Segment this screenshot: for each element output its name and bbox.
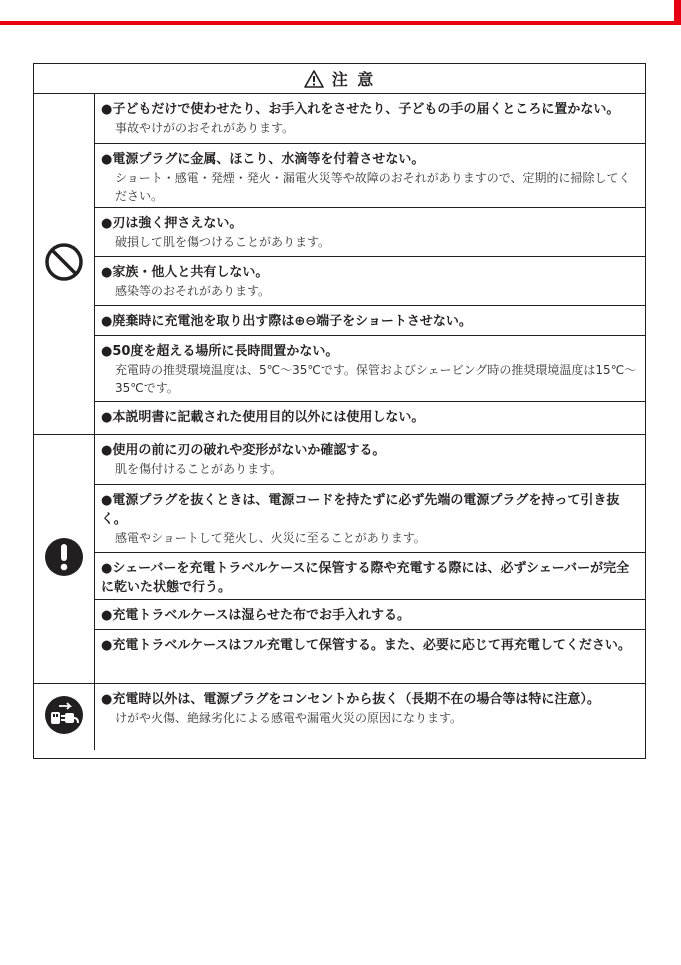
- list-item: [95, 208, 645, 257]
- item-heading: ●電源プラグに金属、ほこり、水滴等を付着させない。: [101, 152, 425, 167]
- mandatory-icon-cell: [34, 435, 95, 683]
- list-item: [95, 144, 645, 208]
- caution-table: [33, 63, 646, 759]
- mandatory-section: [34, 435, 645, 684]
- item-heading: ●使用の前に刃の破れや変形がないか確認する。: [101, 443, 386, 458]
- item-heading: ●子どもだけで使わせたり、お手入れをさせたり、子どもの手の届くところに置かない。: [101, 102, 620, 117]
- list-item: [95, 630, 645, 683]
- item-heading: ●シェーバーを充電トラベルケースに保管する際や充電する際には、必ずシェーバーが完全に乾いた状態で行う。: [101, 561, 630, 595]
- caution-title: 注 意: [331, 70, 376, 89]
- prohibition-section: [34, 94, 645, 435]
- item-detail: けがや火傷、絶縁劣化による感電や漏電火災の原因になります。: [115, 711, 463, 725]
- list-item: [95, 435, 645, 485]
- unplug-icon: [44, 695, 84, 739]
- unplug-section: [34, 684, 645, 750]
- top-red-tab: [674, 0, 681, 25]
- item-detail: 破損して肌を傷つけることがあります。: [115, 235, 331, 249]
- item-heading: ●充電トラベルケースは湿らせた布でお手入れする。: [101, 608, 411, 623]
- item-heading: ●家族・他人と共有しない。: [101, 265, 269, 280]
- item-detail: 感染等のおそれがあります。: [115, 284, 271, 298]
- item-detail: 肌を傷付けることがあります。: [115, 462, 283, 476]
- list-item: [95, 94, 645, 144]
- item-heading: ●電源プラグを抜くときは、電源コードを持たずに必ず先端の電源プラグを持って引き抜く。: [101, 493, 620, 527]
- mandatory-exclamation-icon: [44, 537, 84, 581]
- list-item: [95, 306, 645, 336]
- unplug-icon-cell: [34, 684, 95, 750]
- item-detail: 充電時の推奨環境温度は、5℃〜35℃です。保管およびシェービング時の推奨環境温度は15℃〜35℃です。: [115, 363, 637, 395]
- top-red-rule: [0, 21, 681, 25]
- list-item: [95, 553, 645, 600]
- item-heading: ●廃棄時に充電池を取り出す際は⊕⊖端子をショートさせない。: [101, 314, 472, 329]
- list-item: [95, 485, 645, 553]
- warning-triangle-icon: [304, 70, 324, 88]
- item-detail: ショート・感電・発煙・発火・漏電火災等や故障のおそれがありますので、定期的に掃除してください。: [115, 171, 631, 203]
- list-item: [95, 257, 645, 306]
- prohibition-icon-cell: [34, 94, 95, 434]
- prohibition-icon: [44, 242, 84, 286]
- item-detail: 事故やけがのおそれがあります。: [115, 121, 295, 135]
- list-item: [95, 336, 645, 402]
- item-heading: ●充電時以外は、電源プラグをコンセントから抜く（長期不在の場合等は特に注意）。: [101, 692, 600, 707]
- list-item: [95, 684, 645, 750]
- list-item: [95, 402, 645, 434]
- item-heading: ●本説明書に記載された使用目的以外には使用しない。: [101, 410, 425, 425]
- item-heading: ●充電トラベルケースはフル充電して保管する。また、必要に応じて再充電してください。: [101, 638, 631, 653]
- list-item: [95, 600, 645, 630]
- item-heading: ●刃は強く押さえない。: [101, 216, 243, 231]
- caution-header: [34, 64, 645, 94]
- item-detail: 感電やショートして発火し、火災に至ることがあります。: [115, 531, 426, 545]
- item-heading: ●50度を超える場所に長時間置かない。: [101, 344, 339, 359]
